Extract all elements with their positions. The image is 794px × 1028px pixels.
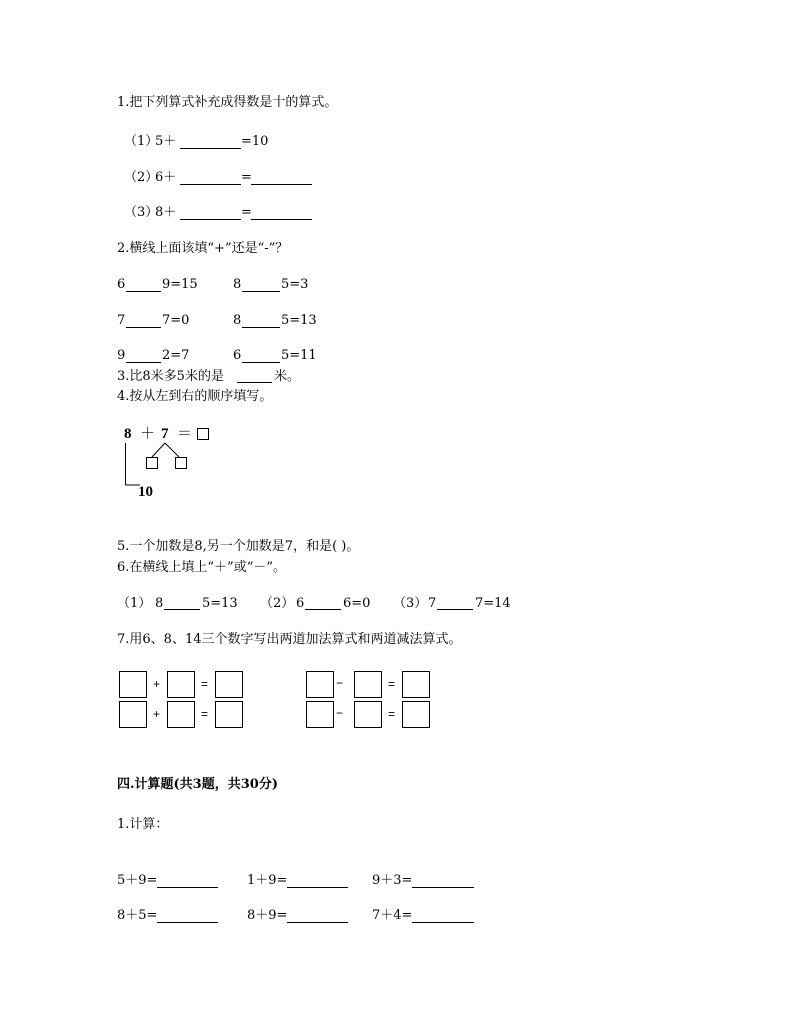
q2-r2-blank2[interactable] <box>242 327 280 328</box>
q7-add2-box1[interactable] <box>119 701 147 728</box>
q2-r3-b1: 2=7 <box>162 348 190 363</box>
q7-sub2-box3[interactable] <box>402 701 430 728</box>
q2-r2-b1: 7=0 <box>162 313 190 328</box>
q1-item1-label: （1） <box>124 134 159 149</box>
q1-item1-result: =10 <box>241 134 269 149</box>
q1-item3-blank-b[interactable] <box>251 219 312 220</box>
q4-number-8: 8 <box>124 426 132 442</box>
q2-r3-a2: 6 <box>233 348 242 363</box>
q1-item2-blank-a[interactable] <box>180 184 241 185</box>
calc-r2-c2: 8＋9= <box>247 908 288 923</box>
q7-sub1-minus: − <box>336 676 344 690</box>
q2-r3-blank1[interactable] <box>126 362 161 363</box>
q1-item2-label: （2） <box>124 170 159 185</box>
q7-sub1-box3[interactable] <box>402 671 430 698</box>
section4-heading: 四.计算题(共3题，共30分) <box>117 777 278 792</box>
q2-title: 2.横线上面该填“+”还是“-”？ <box>117 241 289 256</box>
q7-sub2-box1[interactable] <box>306 701 334 728</box>
q2-r1-blank2[interactable] <box>242 291 280 292</box>
q4-plus-sign: ＋ <box>140 426 156 442</box>
q4-split-box-left[interactable] <box>146 457 158 469</box>
q2-r3-a1: 9 <box>117 348 126 363</box>
q1-item3-eq: = <box>241 205 252 220</box>
calc-r2-c3-blank[interactable] <box>412 922 474 923</box>
q7-add2-box2[interactable] <box>167 701 195 728</box>
calc-r1-c1: 5＋9= <box>117 873 158 888</box>
q7-add1-box1[interactable] <box>119 671 147 698</box>
q5-text: 5.一个加数是8,另一个加数是7，和是( )。 <box>117 539 360 554</box>
q2-r3-blank2[interactable] <box>242 362 280 363</box>
q1-item3-blank-a[interactable] <box>180 219 241 220</box>
q6-item3-blank[interactable] <box>437 609 473 610</box>
q3-text-pre: 3.比8米多5米的是 <box>117 369 224 384</box>
calc-r1-c3-blank[interactable] <box>412 887 474 888</box>
calc-r2-c1: 8＋5= <box>117 908 158 923</box>
q2-r3-b2: 5=11 <box>281 348 317 363</box>
q7-sub2-eq: = <box>388 707 396 721</box>
q7-sub2-minus: − <box>336 706 344 720</box>
q6-item1-b: 5=13 <box>202 596 238 611</box>
calc-r2-c2-blank[interactable] <box>287 922 348 923</box>
q7-add2-eq: = <box>201 707 209 721</box>
q4-answer-box[interactable] <box>197 428 209 440</box>
q6-item3-label: （3） <box>393 596 428 611</box>
q4-title: 4.按从左到右的顺序填写。 <box>117 389 273 404</box>
q6-item3-a: 7 <box>428 596 437 611</box>
q7-sub2-box2[interactable] <box>354 701 382 728</box>
q7-title: 7.用6、8、14三个数字写出两道加法算式和两道减法算式。 <box>117 632 462 647</box>
q1-item1-blank[interactable] <box>180 148 241 149</box>
q6-item1-blank[interactable] <box>164 609 200 610</box>
q6-item1-a: 8 <box>155 596 164 611</box>
q2-r1-b1: 9=15 <box>162 277 198 292</box>
q2-r1-a1: 6 <box>117 277 126 292</box>
q1-item2-blank-b[interactable] <box>251 184 312 185</box>
q6-item2-a: 6 <box>296 596 305 611</box>
section4-sub: 1.计算： <box>117 817 169 832</box>
q7-sub1-eq: = <box>388 677 396 691</box>
calc-r1-c2-blank[interactable] <box>287 887 348 888</box>
q4-number-10: 10 <box>138 484 153 500</box>
q1-item3-expr: 8＋ <box>155 205 177 220</box>
calc-r2-c3: 7＋4= <box>372 908 413 923</box>
q1-item2-eq: = <box>241 170 252 185</box>
q2-r2-blank1[interactable] <box>126 327 161 328</box>
q2-r1-b2: 5=3 <box>281 277 309 292</box>
q7-add2-plus: + <box>153 707 161 721</box>
q7-sub1-box2[interactable] <box>354 671 382 698</box>
q6-item3-b: 7=14 <box>475 596 511 611</box>
q1-item3-label: （3） <box>124 205 159 220</box>
q7-sub1-box1[interactable] <box>306 671 334 698</box>
q4-split-box-right[interactable] <box>175 457 187 469</box>
q1-item2-expr: 6＋ <box>155 170 177 185</box>
q7-add1-box3[interactable] <box>215 671 243 698</box>
calc-r2-c1-blank[interactable] <box>157 922 218 923</box>
q6-item2-label: （2） <box>260 596 295 611</box>
q1-item1-expr: 5＋ <box>155 134 177 149</box>
q4-number-7: 7 <box>161 426 169 442</box>
q7-add2-box3[interactable] <box>215 701 243 728</box>
q3-blank[interactable] <box>237 382 272 383</box>
calc-r1-c3: 9＋3= <box>372 873 413 888</box>
q6-item2-blank[interactable] <box>305 609 341 610</box>
q4-equals-sign: ＝ <box>177 426 193 442</box>
q6-item1-label: （1） <box>117 596 152 611</box>
q7-add1-box2[interactable] <box>167 671 195 698</box>
q2-r2-a2: 8 <box>233 313 242 328</box>
q6-item2-b: 6=0 <box>343 596 371 611</box>
q7-add1-plus: + <box>153 677 161 691</box>
q1-title: 1.把下列算式补充成得数是十的算式。 <box>117 95 338 110</box>
q2-r2-a1: 7 <box>117 313 126 328</box>
q2-r2-b2: 5=13 <box>281 313 317 328</box>
q7-add1-eq: = <box>201 677 209 691</box>
q2-r1-blank1[interactable] <box>126 291 161 292</box>
q3-text-post: 米。 <box>274 369 301 384</box>
q2-r1-a2: 8 <box>233 277 242 292</box>
calc-r1-c1-blank[interactable] <box>157 887 218 888</box>
calc-r1-c2: 1＋9= <box>247 873 288 888</box>
q6-title: 6.在横线上填上“＋”或“－”。 <box>117 560 286 575</box>
